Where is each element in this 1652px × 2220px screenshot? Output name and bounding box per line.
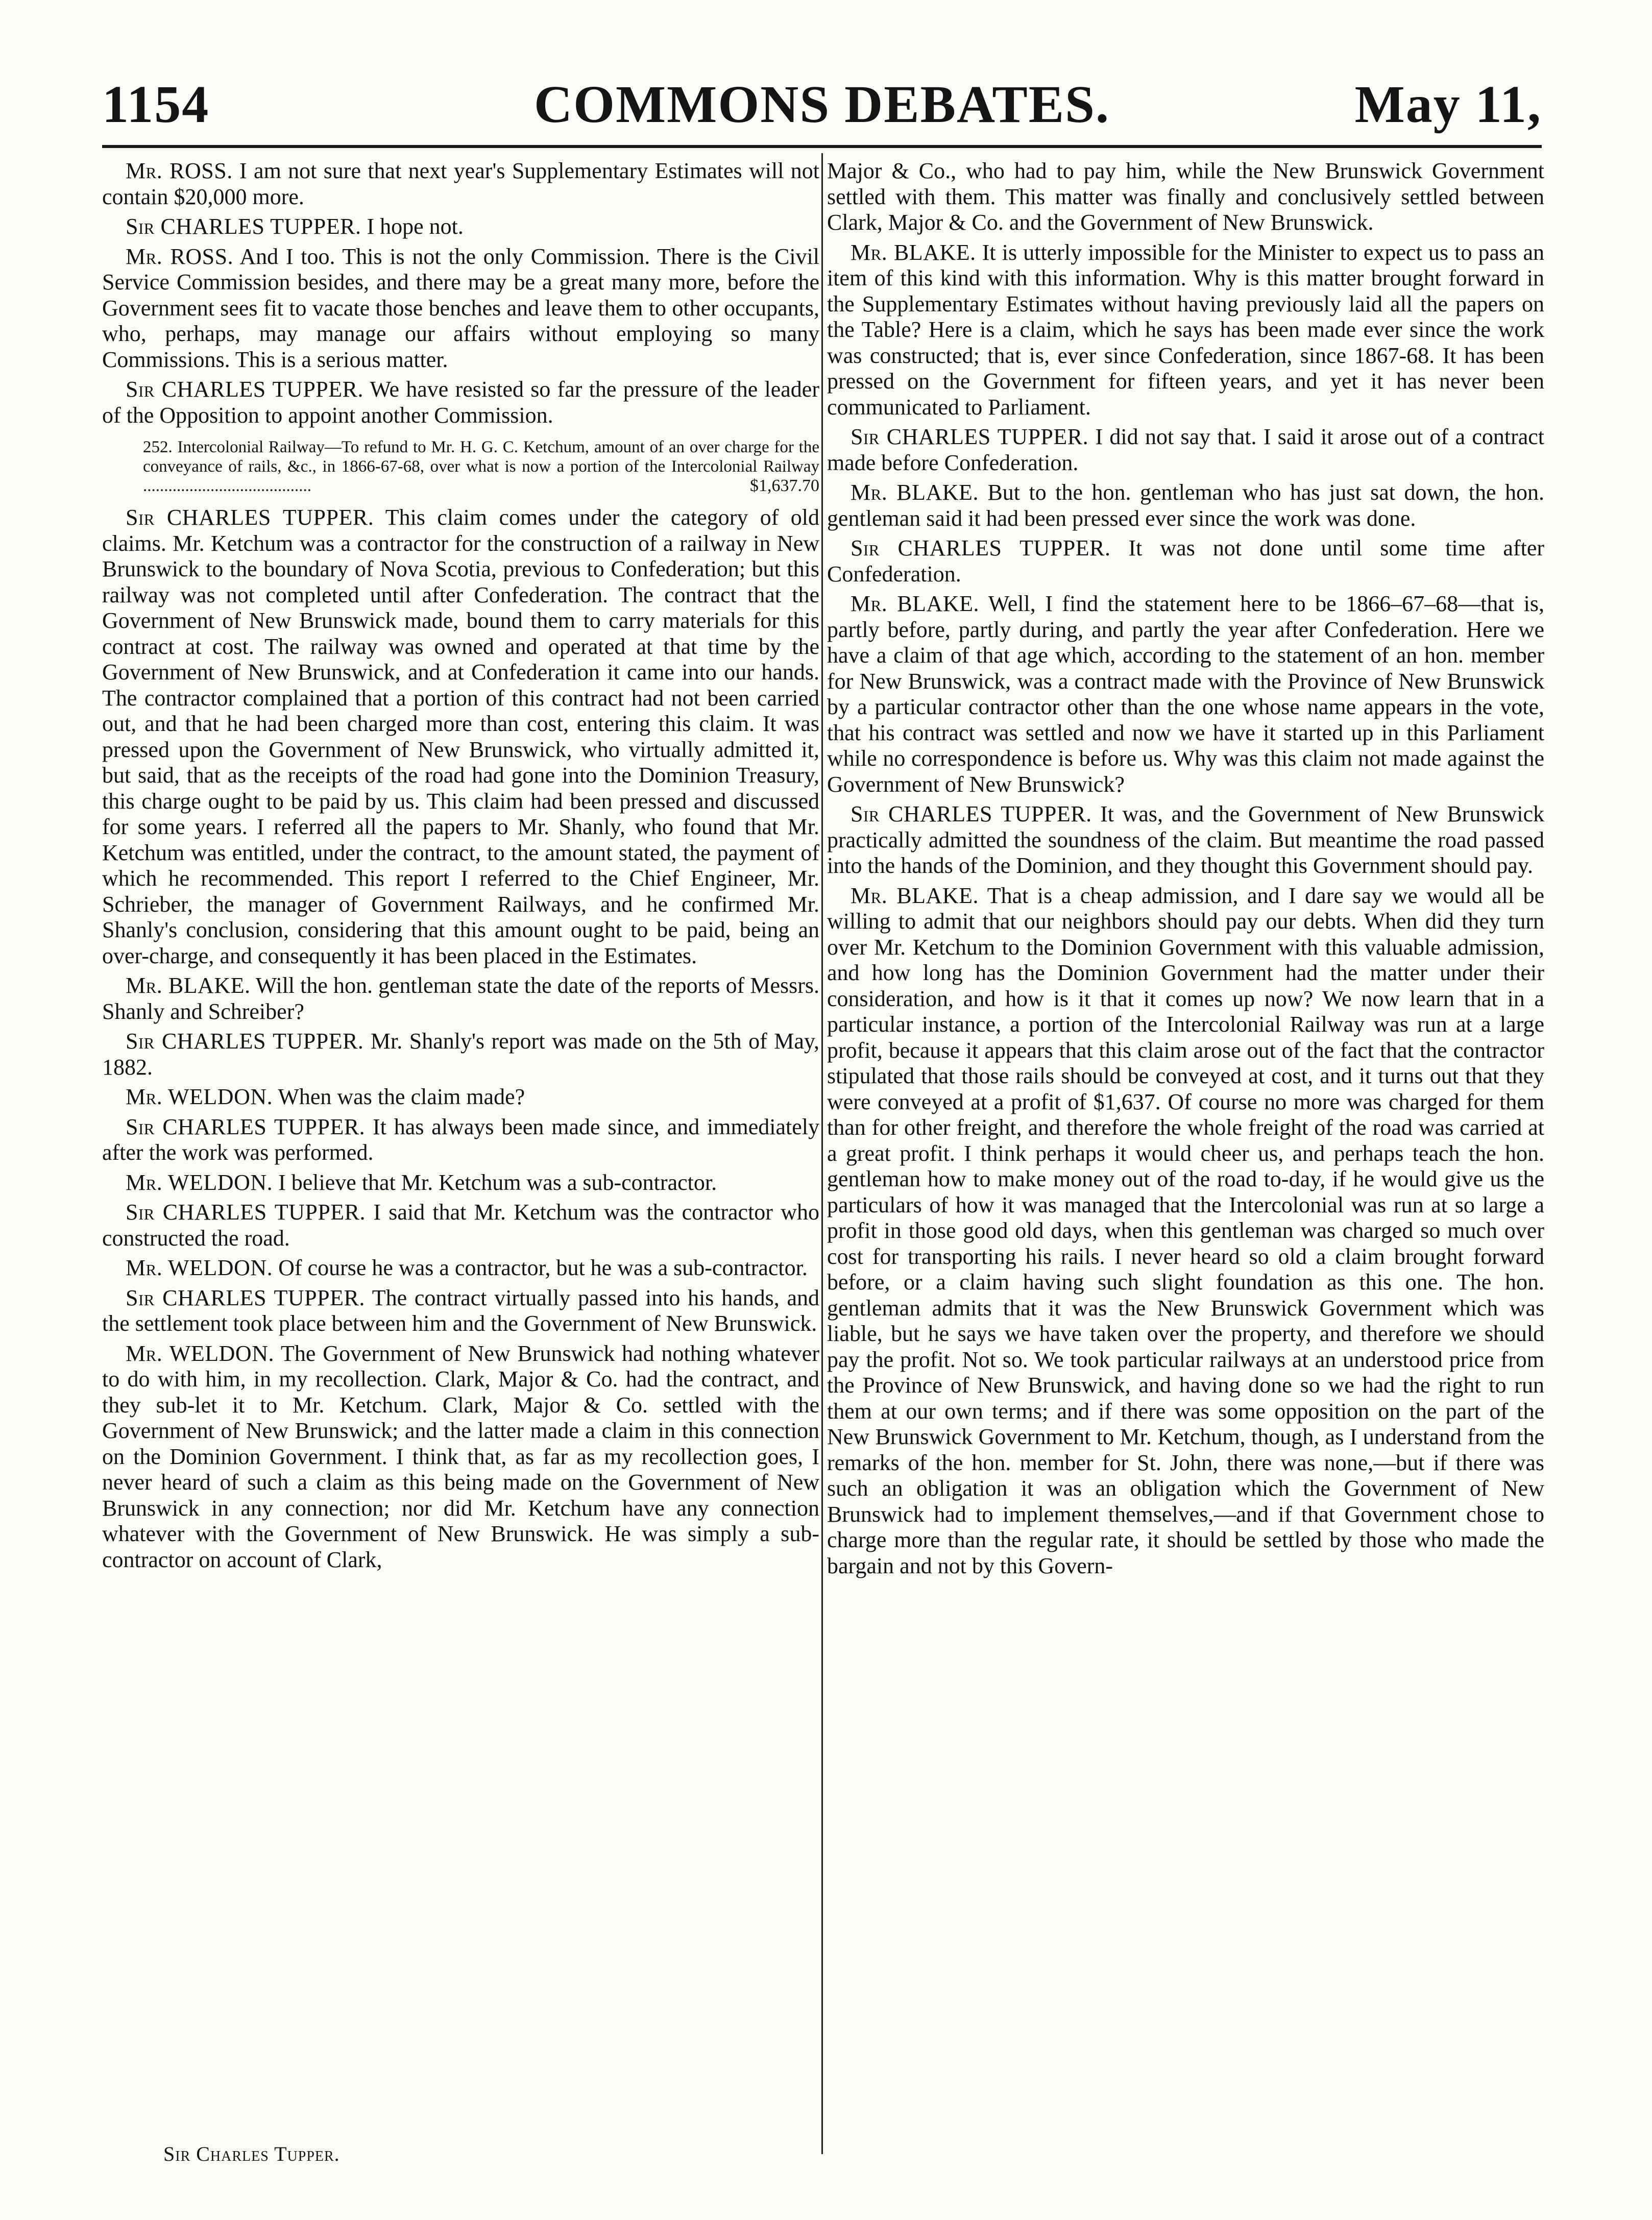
speaker-name: Sir CHARLES TUPPER. (126, 1114, 366, 1139)
speech-paragraph (102, 1341, 819, 1573)
speech-paragraph (102, 1084, 819, 1110)
speech-paragraph (102, 158, 819, 210)
speaker-name: Mr. WELDON. (126, 1084, 273, 1109)
speaker-name: Mr. BLAKE. (851, 591, 979, 616)
speech-text: I believe that Mr. Ketchum was a sub-contractor. (278, 1169, 717, 1195)
speech-text: I am not sure that next year's Supplementary Estimates will not contain $20,000 more. (102, 158, 819, 209)
speech-paragraph (827, 535, 1544, 587)
page-header (102, 66, 1542, 143)
speech-paragraph (102, 1255, 819, 1281)
speech-paragraph (102, 1285, 819, 1337)
speaker-name: Mr. BLAKE. (126, 973, 251, 998)
speech-paragraph (102, 1114, 819, 1166)
speech-text: I hope not. (367, 214, 464, 239)
speech-text: I did not say that. I said it arose out of a contract made before Confederation. (827, 424, 1544, 475)
speaker-name: Mr. BLAKE. (851, 239, 976, 265)
speech-text: This claim comes under the category of old claims. Mr. Ketchum was a contractor for the construction of a railway in New Brunswick to the boundary of Nova Scotia, previous to Confederation; but this railway was not completed until after Confederation. The contract that the Government of New Brunswick made, bound them to carry materials for this contract at cost. The railway was owned and operated at that time by the Government of New Brunswick, and at Confederation it came into our hands. The contractor complained that a portion of this contract had not been carried out, and that he had been charged more than cost, entering this claim. It was pressed upon the Government of New Brunswick, who virtually admitted it, but said, that as the receipts of the road had gone into the Dominion Treasury, this charge ought to be paid by us. This claim had been pressed and discussed for some years. I referred all the papers to Mr. Shanly, who found that Mr. Ketchum was entitled, under the contract, to the amount stated, the payment of which he recommended. This report I referred to the Chief Engineer, Mr. Schrieber, the manager of Government Railways, and he confirmed Mr. Shanly's conclusion, considering that this amount ought to be paid, being an over-charge, and consequently it has been placed in the Estimates. (102, 505, 819, 968)
speech-paragraph (102, 1200, 819, 1251)
speaker-name: Mr. BLAKE. (851, 480, 979, 505)
speaker-name: Sir CHARLES TUPPER. (126, 377, 363, 402)
estimate-vote-item (143, 437, 819, 496)
speech-text: It is utterly impossible for the Minister to expect us to pass an item of this kind with this information. Why is this matter brought forward in the Supplementary Estimates without having previously laid all the papers on the Table? Here is a claim, which he says has been made ever since the work was constructed; that is, ever since Confederation, since 1867-68. It has been pressed on the Government for fifteen years, and yet it has never been communicated to Parliament. (827, 239, 1544, 420)
speech-text: It was, and the Government of New Brunswick practically admitted the soundness of the claim. But meantime the road passed into the hands of the Dominion, and they thought this Government should pay. (827, 801, 1544, 878)
header-rule (102, 145, 1542, 148)
speaker-name: Mr. ROSS. (126, 158, 233, 183)
speech-paragraph (102, 1029, 819, 1080)
speech-text: And I too. This is not the only Commission. There is the Civil Service Commission besides, and there may be a great many more, before the Government sees fit to vacate those benches and leave them to other occupants, who, perhaps, may manage our affairs without employing so many Commissions. This is a serious matter. (102, 243, 819, 372)
speech-text: We have resisted so far the pressure of the leader of the Opposition to appoint another Commission. (102, 377, 819, 428)
speech-text: It has always been made since, and immediately after the work was performed. (102, 1114, 819, 1165)
speech-text: The contract virtually passed into his hands, and the settlement took place between him and the Government of New Brunswick. (102, 1285, 819, 1336)
speaker-name: Mr. ROSS. (126, 243, 234, 269)
speaker-name: Sir CHARLES TUPPER. (851, 535, 1111, 560)
speaker-name: Sir CHARLES TUPPER. (126, 1200, 366, 1225)
speech-paragraph (102, 1170, 819, 1196)
speaker-name: Sir CHARLES TUPPER. (126, 214, 361, 239)
speaker-name: Mr. WELDON. (126, 1340, 274, 1366)
speaker-name: Mr. WELDON. (126, 1169, 273, 1195)
speaker-name: Sir CHARLES TUPPER. (851, 424, 1089, 449)
speech-text: But to the hon. gentleman who has just sat down, the hon. gentleman said it had been pressed ever since the work was done. (827, 480, 1544, 531)
column-divider (821, 153, 823, 2154)
speaker-name: Sir CHARLES TUPPER. (126, 1029, 364, 1054)
speech-paragraph (827, 480, 1544, 531)
vote-description: 252. Intercolonial Railway—To refund to Mr. H. G. C. Ketchum, amount of an over charge for the conveyance of rails, &c., in 1866-67-68, over what is now a portion of the Intercolonial Railway ........................................ (143, 438, 819, 495)
speech-text: The Government of New Brunswick had nothing whatever to do with him, in my recollection. Clark, Major & Co. had the contract, and they sub-let it to Mr. Ketchum. Clark, Major & Co. settled with the Government of New Brunswick; and the latter made a claim in this connection on the Dominion Government. I think that, as far as my recollection goes, I never heard of such a claim as this being made on the Government of New Brunswick in any connection; nor did Mr. Ketchum have any connection whatever with the Government of New Brunswick. He was simply a sub-contractor on account of Clark, (102, 1340, 819, 1572)
speech-paragraph (102, 244, 819, 373)
speech-text: Of course he was a contractor, but he was a sub-contractor. (278, 1255, 808, 1280)
speech-paragraph (102, 973, 819, 1024)
speaker-name: Sir CHARLES TUPPER. (126, 1285, 365, 1310)
page-catchword: Sir Charles Tupper. (163, 2142, 340, 2165)
speech-paragraph (827, 801, 1544, 879)
speech-text: Major & Co., who had to pay him, while the New Brunswick Government settled with them. This matter was finally and conclusively settled between Clark, Major & Co. and the Government of New Brunswick. (827, 158, 1544, 235)
left-column (102, 158, 819, 2139)
speech-paragraph (102, 214, 819, 240)
speech-text: When was the claim made? (278, 1084, 525, 1109)
page-number: 1154 (102, 75, 210, 134)
speech-text: I said that Mr. Ketchum was the contractor who constructed the road. (102, 1200, 819, 1251)
right-column (827, 158, 1544, 2139)
speech-paragraph (827, 240, 1544, 421)
speaker-name: Mr. WELDON. (126, 1255, 273, 1280)
speech-paragraph (827, 883, 1544, 1579)
speech-text: Well, I find the statement here to be 1866–67–68—that is, partly before, partly during, and partly the year after Confederation. Here we have a claim of that age which, according to the statement of an hon. member for New Brunswick, was a contract made with the Province of New Brunswick by a particular contractor other than the one whose name appears in the vote, that his contract was settled and now we have it started up in this Parliament while no correspondence is before us. Why was this claim not made against the Government of New Brunswick? (827, 591, 1544, 797)
speaker-name: Sir CHARLES TUPPER. (126, 505, 374, 530)
speech-text: It was not done until some time after Confederation. (827, 535, 1544, 587)
speech-paragraph (827, 424, 1544, 476)
speech-paragraph (827, 158, 1544, 236)
speech-paragraph (827, 591, 1544, 797)
speaker-name: Mr. BLAKE. (851, 883, 979, 908)
page-title: COMMONS DEBATES. (534, 75, 1110, 134)
speaker-name: Sir CHARLES TUPPER. (851, 801, 1092, 826)
speech-paragraph (102, 505, 819, 969)
speech-text: That is a cheap admission, and I dare say we would all be willing to admit that our neighbors should pay our debts. When did they turn over Mr. Ketchum to the Dominion Government with this valuable admission, and how long has the Dominion Government had the matter under their consideration, and how is it that it comes up now? We now learn that in a particular instance, a portion of the Intercolonial Railway was run at a large profit, because it appears that this claim arose out of the fact that the contractor stipulated that those rails should be conveyed at cost, and it turns out that they were conveyed at a profit of $1,637. Of course no more was charged for them than for other freight, and therefore the whole freight of the road was carried at a great profit. I think perhaps it would cheer us, and perhaps teach the hon. gentleman how to make money out of the road to-day, if he would give us the particulars of how it was managed that the Intercolonial was run at so large a profit in those good old days, when this gentleman was charged so much over cost for transporting his rails. I never heard so old a claim brought forward before, or a claim having such slight foundation as this one. The hon. gentleman admits that it was the New Brunswick Government which was liable, but he says we have taken over the property, and therefore we should pay the profit. Not so. We took particular railways at an understood price from the Province of New Brunswick, and having done so we had the right to run them at our own terms; and if there was some opposition on the part of the New Brunswick Government to Mr. Ketchum, though, as I understand from the remarks of the hon. member for St. John, there was none,—but if there was such an obligation it was an obligation which the Government of New Brunswick had to implement themselves,—and if that Government chose to charge more than the regular rate, it should be settled by those who made the bargain and not by this Govern- (827, 883, 1544, 1578)
header-date: May 11, (1354, 75, 1542, 134)
vote-amount: $1,637.70 (750, 476, 819, 495)
speech-paragraph (102, 377, 819, 428)
speech-text: Will the hon. gentleman state the date of the reports of Messrs. Shanly and Schreiber? (102, 973, 819, 1024)
speech-text: Mr. Shanly's report was made on the 5th of May, 1882. (102, 1029, 819, 1080)
